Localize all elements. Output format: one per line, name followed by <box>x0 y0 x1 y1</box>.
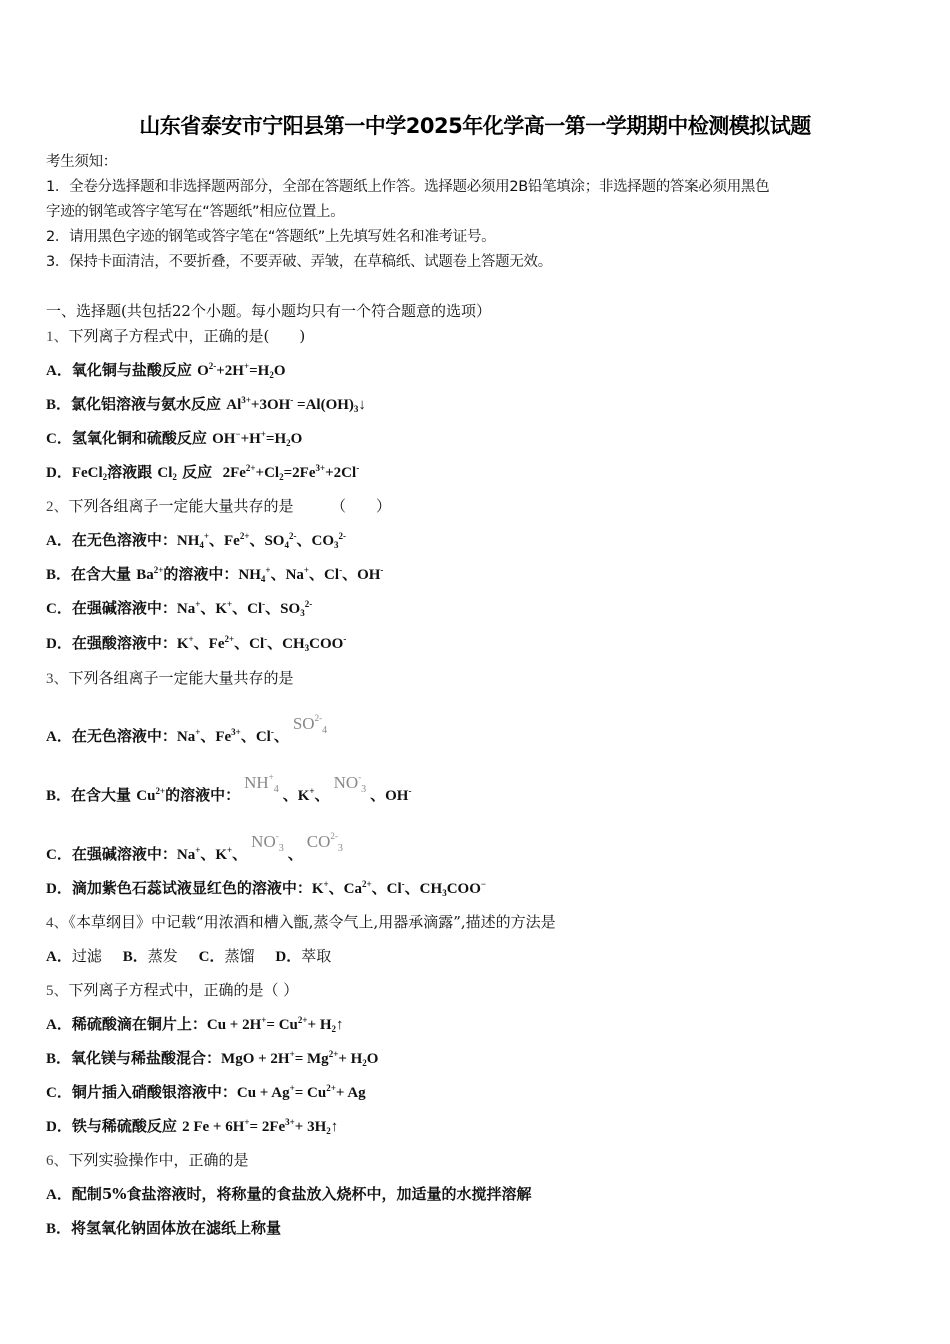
formula: $NH_4^+$、$Fe^{2+}$、$SO_4^{2-}$、$CO_3^{2-}$ <box>176 531 346 550</box>
notice-heading: 考生须知： <box>46 154 117 170</box>
question-text: 下列实验操作中，正确的是 <box>68 1151 249 1169</box>
question-1-option-a: A．氧化铜与盐酸反应 $O^{2-}+2H^+=H_2O$ <box>46 361 286 380</box>
question-1-stem <box>46 326 305 347</box>
notice-item: 字迹的钢笔或答字笔写在“答题纸”相应位置上。 <box>46 204 345 220</box>
question-number: 3、 <box>46 671 69 687</box>
question-3-option-a: A．在无色溶液中：Na+、$Fe^{3+}$、Cl-、$SO^{2-}_4$ <box>46 713 328 745</box>
formula: Na+、K+、Cl-、$SO_3^{2-}$ <box>176 599 313 618</box>
formula: $2Fe^{2+}+Cl_2=2Fe^{3+}+2Cl^-$ <box>222 463 360 482</box>
page-title: 山东省泰安市宁阳县第一中学2025年化学高一第一学期期中检测模拟试题 <box>139 114 811 138</box>
formula: $NH_4^+$、Na+、Cl-、OH- <box>238 565 384 584</box>
formula: Na+、$Fe^{3+}$、Cl-、 <box>176 727 289 745</box>
formula: $Cu + Ag^+= Cu^{2+}+ Ag$ <box>236 1083 366 1101</box>
question-2-stem <box>46 496 391 517</box>
question-6-option-a: A．配制5%食盐溶液时，将称量的食盐放入烧杯中，加适量的水搅拌溶解 <box>46 1185 532 1203</box>
sulfate-ion-image: $SO^{2-}_4$ <box>292 713 328 736</box>
question-1-option-c: C．氢氧化铜和硫酸反应 $OH^-+H^+=H_2O$ <box>46 429 303 448</box>
question-4-options: A．过滤 B．蒸发 C．蒸馏 D．萃取 <box>46 947 332 965</box>
formula: K+、$Fe^{2+}$、Cl-、$CH_3COO^-$ <box>176 634 347 653</box>
question-number: 1、 <box>46 329 69 345</box>
question-6-stem <box>46 1150 249 1171</box>
question-5-option-a: A．稀硫酸滴在铜片上：$Cu + 2H^+= Cu^{2+}+$ $H_2↑$ <box>46 1015 344 1034</box>
formula: $Al^{3+}+3OH^-$ $=Al(OH)_3↓$ <box>226 395 366 414</box>
formula: MgO + $2H^+= Mg^{2+}+ H_2O$ <box>221 1049 379 1068</box>
question-text: 下列各组离子一定能大量共存的是 （ ） <box>68 497 392 515</box>
nitrate-ion-image: $NO^-_3$ <box>251 831 284 854</box>
notice-item: 3．保持卡面清洁，不要折叠，不要弄破、弄皱，在草稿纸、试题卷上答题无效。 <box>46 254 552 270</box>
carbonate-ion-image: $CO^{2-}_3$ <box>306 831 343 854</box>
question-number: 4、 <box>46 915 69 931</box>
notice-item: 1．全卷分选择题和非选择题两部分，全部在答题纸上作答。选择题必须用2B铅笔填涂；非选择题的答案必须用黑色 <box>46 179 770 195</box>
question-3-option-c: C．在强碱溶液中：Na+、K+、$NO^-_3$ 、$CO^{2-}_3$ <box>46 831 343 863</box>
nitrate-ion-image: $NO^-_3$ <box>333 772 367 795</box>
question-2-option-c: C．在强碱溶液中：Na+、K+、Cl-、$SO_3^{2-}$ <box>46 599 313 618</box>
question-text: 下列离子方程式中，正确的是（ ） <box>68 981 299 999</box>
question-1-option-b: B．氯化铝溶液与氨水反应 $Al^{3+}+3OH^-$ $=Al(OH)_3↓$ <box>46 395 366 414</box>
section-heading: 一、选择题(共包括22个小题。每小题均只有一个符合题意的选项） <box>46 302 491 320</box>
formula: 2 $Fe + 6H^+= 2Fe^{3+}+$ $3H_2↑$ <box>182 1117 339 1136</box>
question-number: 2、 <box>46 499 69 515</box>
formula: $Cu + 2H^+= Cu^{2+}+$ $H_2↑$ <box>206 1015 344 1034</box>
question-1-option-d: D．FeCl$_2$溶液跟 $Cl_2$ 反应 $2Fe^{2+}+Cl_2=2Fe^{3+}+2Cl^-$ <box>46 463 360 482</box>
question-6-option-b: B．将氢氧化钠固体放在滤纸上称量 <box>46 1219 282 1237</box>
ammonium-ion-image: $NH^+_4$ <box>244 772 279 795</box>
formula: K+、$Ca^{2+}$、Cl-、$CH_3COO^-$ <box>311 879 486 898</box>
question-3-stem <box>46 668 294 689</box>
question-text: 《本草纲目》中记载“用浓酒和槽入甑,蒸令气上,用器承滴露”,描述的方法是 <box>68 913 556 931</box>
question-number: 6、 <box>46 1153 69 1169</box>
question-2-option-b: B．在含大量 $Ba^{2+}$的溶液中：$NH_4^+$、Na+、Cl-、OH- <box>46 565 384 584</box>
question-5-option-b: B．氧化镁与稀盐酸混合：MgO + $2H^+= Mg^{2+}+ H_2O$ <box>46 1049 379 1068</box>
question-2-option-a: A．在无色溶液中：$NH_4^+$、$Fe^{2+}$、$SO_4^{2-}$、$CO_3^{2-}$ <box>46 531 346 550</box>
question-text: 下列各组离子一定能大量共存的是 <box>68 669 294 687</box>
question-number: 5、 <box>46 983 69 999</box>
formula: $O^{2-}+2H^+=H_2O$ <box>197 361 286 380</box>
question-5-option-c: C．铜片插入硝酸银溶液中：$Cu + Ag^+= Cu^{2+}+ Ag$ <box>46 1083 366 1101</box>
question-3-option-b: B．在含大量 $Cu^{2+}$的溶液中：$NH^+_4$ 、K+、$NO^-_3$ 、OH- <box>46 772 412 804</box>
question-3-option-d: D．滴加紫色石蕊试液显红色的溶液中：K+、$Ca^{2+}$、Cl-、$CH_3COO^-$ <box>46 879 486 898</box>
question-5-option-d: D．铁与稀硫酸反应 2 $Fe + 6H^+= 2Fe^{3+}+$ $3H_2↑$ <box>46 1117 339 1136</box>
formula: $OH^-+H^+=H_2O$ <box>212 429 303 448</box>
question-5-stem <box>46 980 298 1001</box>
question-2-option-d: D．在强酸溶液中：K+、$Fe^{2+}$、Cl-、$CH_3COO^-$ <box>46 634 347 653</box>
notice-item: 2．请用黑色字迹的钢笔或答字笔在“答题纸”上先填写姓名和准考证号。 <box>46 229 496 245</box>
question-text: 下列离子方程式中，正确的是( ) <box>68 327 306 345</box>
question-4-stem <box>46 912 556 933</box>
